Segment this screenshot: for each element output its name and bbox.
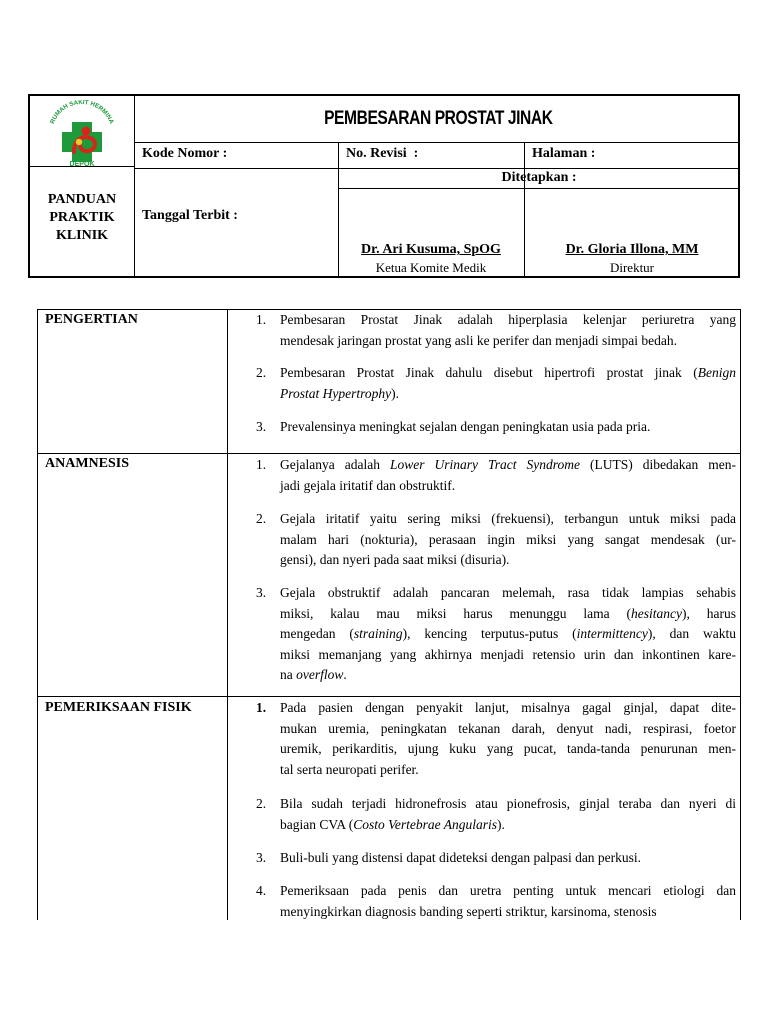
signatory-direktur xyxy=(524,242,740,276)
item-number: 1. xyxy=(256,457,267,472)
text-line: Pembesaran Prostat Jinak adalah hiperplasia kelenjar periuretra yang xyxy=(280,312,736,327)
text-line: Gejala iritatif yaitu sering miksi (frekuensi), terbangun untuk miksi pada xyxy=(280,511,736,526)
item-text xyxy=(280,417,736,438)
header-divider xyxy=(134,142,740,143)
text-line: Pada pasien dengan penyakit lanjut, misalnya gagal ginjal, dapat dite- xyxy=(280,700,736,715)
text-run: miksi, kalau mau miksi harus menunggu lama ( xyxy=(280,605,631,621)
item-number: 3. xyxy=(256,419,267,434)
item-number: 2. xyxy=(256,365,267,380)
signatory-komite-medik xyxy=(338,242,524,276)
item-text xyxy=(280,310,736,351)
item-number: 4. xyxy=(256,883,267,898)
text-run: (LUTS) dibedakan men- xyxy=(580,457,736,472)
section-divider xyxy=(38,696,740,697)
text-line: Prevalensinya meningkat sejalan dengan peningkatan usia pada pria. xyxy=(280,419,651,434)
text-line: menyingkirkan diagnosis banding seperti striktur, karsinoma, stenosis xyxy=(280,903,657,919)
text-line: Bila sudah terjadi hidronefrosis atau pionefrosis, ginjal teraba dan nyeri di xyxy=(280,796,736,811)
logo-bottom-text: DEPOK xyxy=(69,161,95,168)
text-line xyxy=(280,665,736,686)
document-title-cell xyxy=(136,96,740,142)
text-run-italic: Costo Vertebrae Angularis xyxy=(353,816,498,832)
text-line: gensi), dan nyeri pada saat miksi (disuria). xyxy=(280,552,510,567)
item-text xyxy=(280,698,736,780)
text-line: miksi memanjang yang akhirnya menjadi retensio urin dan inkontinen kare- xyxy=(280,646,736,662)
item-number: 3. xyxy=(256,850,267,865)
header-divider xyxy=(338,188,740,189)
document-type-line: KLINIK xyxy=(55,228,109,243)
item-text xyxy=(280,848,736,869)
text-run-italic: hesitancy xyxy=(631,605,682,621)
text-run-italic: Prostat Hypertrophy xyxy=(280,385,392,401)
text-run: ), kencing terputus-putus ( xyxy=(402,626,577,641)
text-run-italic: straining xyxy=(353,626,403,641)
item-text xyxy=(280,455,736,496)
text-line xyxy=(280,363,736,384)
signatory-name: Dr. Ari Kusuma, SpOG xyxy=(361,242,501,257)
document-title: PEMBESARAN PROSTAT JINAK xyxy=(323,108,553,129)
signatory-role: Ketua Komite Medik xyxy=(375,260,487,275)
text-line xyxy=(280,384,736,405)
text-run-italic: Lower Urinary Tract Syndrome xyxy=(389,457,580,472)
item-text xyxy=(280,583,736,686)
signatory-name: Dr. Gloria Illona, MM xyxy=(565,242,699,257)
item-number: 1. xyxy=(256,700,267,715)
section-title-anamnesis: ANAMNESIS xyxy=(45,456,130,471)
item-text xyxy=(280,509,736,571)
text-run: Gejalanya adalah xyxy=(280,457,390,472)
item-number: 2. xyxy=(256,796,267,811)
text-line xyxy=(280,624,736,645)
section-title-pengertian: PENGERTIAN xyxy=(45,312,138,327)
text-run: na xyxy=(280,667,297,682)
text-run: . xyxy=(343,667,347,682)
text-run-italic: intermittency xyxy=(576,626,648,641)
signatory-role: Direktur xyxy=(609,260,655,275)
text-line xyxy=(280,815,736,836)
text-run: bagian CVA ( xyxy=(280,816,354,832)
logo-arc-text: RUMAH SAKIT HERMINA xyxy=(49,100,115,125)
document-header xyxy=(28,94,740,278)
item-text xyxy=(280,794,736,835)
item-text xyxy=(280,363,736,404)
text-line: malam hari (nokturia), perasaan ingin miksi yang sangat mendesak (ur- xyxy=(280,531,736,547)
text-run-italic: overflow xyxy=(296,667,344,682)
text-run: mengedan ( xyxy=(280,626,354,641)
text-run: ), dan waktu xyxy=(647,626,736,641)
content-table xyxy=(37,309,741,920)
column-divider xyxy=(227,310,228,920)
text-line: mukan uremia, peningkatan tekanan darah, denyut nadi, respirasi, foetor xyxy=(280,720,736,736)
header-divider xyxy=(134,96,135,276)
document-type-line: PANDUAN xyxy=(47,192,117,207)
figure-child xyxy=(76,139,82,145)
no-revisi-label: No. Revisi : xyxy=(346,146,419,161)
document-type xyxy=(30,191,134,245)
text-line: tal serta neuropati perifer. xyxy=(280,761,419,777)
text-run: ). xyxy=(497,816,505,832)
tanggal-terbit-label: Tanggal Terbit : xyxy=(142,208,238,223)
item-number: 3. xyxy=(256,585,267,600)
text-line: mendesak jaringan prostat yang asli ke perifer dan menjadi simpai bedah. xyxy=(280,332,677,348)
text-run: Pembesaran Prostat Jinak dahulu disebut hipertrofi prostat jinak ( xyxy=(280,365,698,380)
item-text xyxy=(280,881,736,920)
text-line: Pemeriksaan pada penis dan uretra penting untuk mencari etiologi dan xyxy=(280,883,736,898)
halaman-label: Halaman : xyxy=(532,146,596,161)
text-line: Buli-buli yang distensi dapat dideteksi dengan palpasi dan perkusi. xyxy=(280,850,642,865)
item-number: 1. xyxy=(256,312,267,327)
figure-head xyxy=(82,127,91,136)
text-line xyxy=(280,604,736,625)
section-title-pemeriksaan-fisik: PEMERIKSAAN FISIK xyxy=(45,700,192,715)
document-type-line: PRAKTIK xyxy=(49,210,115,225)
text-run: ). xyxy=(391,385,399,401)
header-divider xyxy=(134,168,740,169)
text-line: jadi gejala iritatif dan obstruktif. xyxy=(280,477,456,493)
ditetapkan-label: Ditetapkan : xyxy=(501,170,577,185)
text-run-italic: Benign xyxy=(697,365,736,380)
text-run: ), harus xyxy=(681,605,736,621)
text-line: Gejala obstruktif adalah pancaran melemah, rasa tidak lampias sehabis xyxy=(280,585,736,600)
text-line: uremik, perikarditis, ujung kuku yang pucat, tanda-tanda penurunan men- xyxy=(280,741,736,756)
hospital-logo xyxy=(44,100,120,168)
kode-nomor-label: Kode Nomor : xyxy=(142,146,228,161)
item-number: 2. xyxy=(256,511,267,526)
text-line xyxy=(280,455,736,476)
section-divider xyxy=(38,453,740,454)
